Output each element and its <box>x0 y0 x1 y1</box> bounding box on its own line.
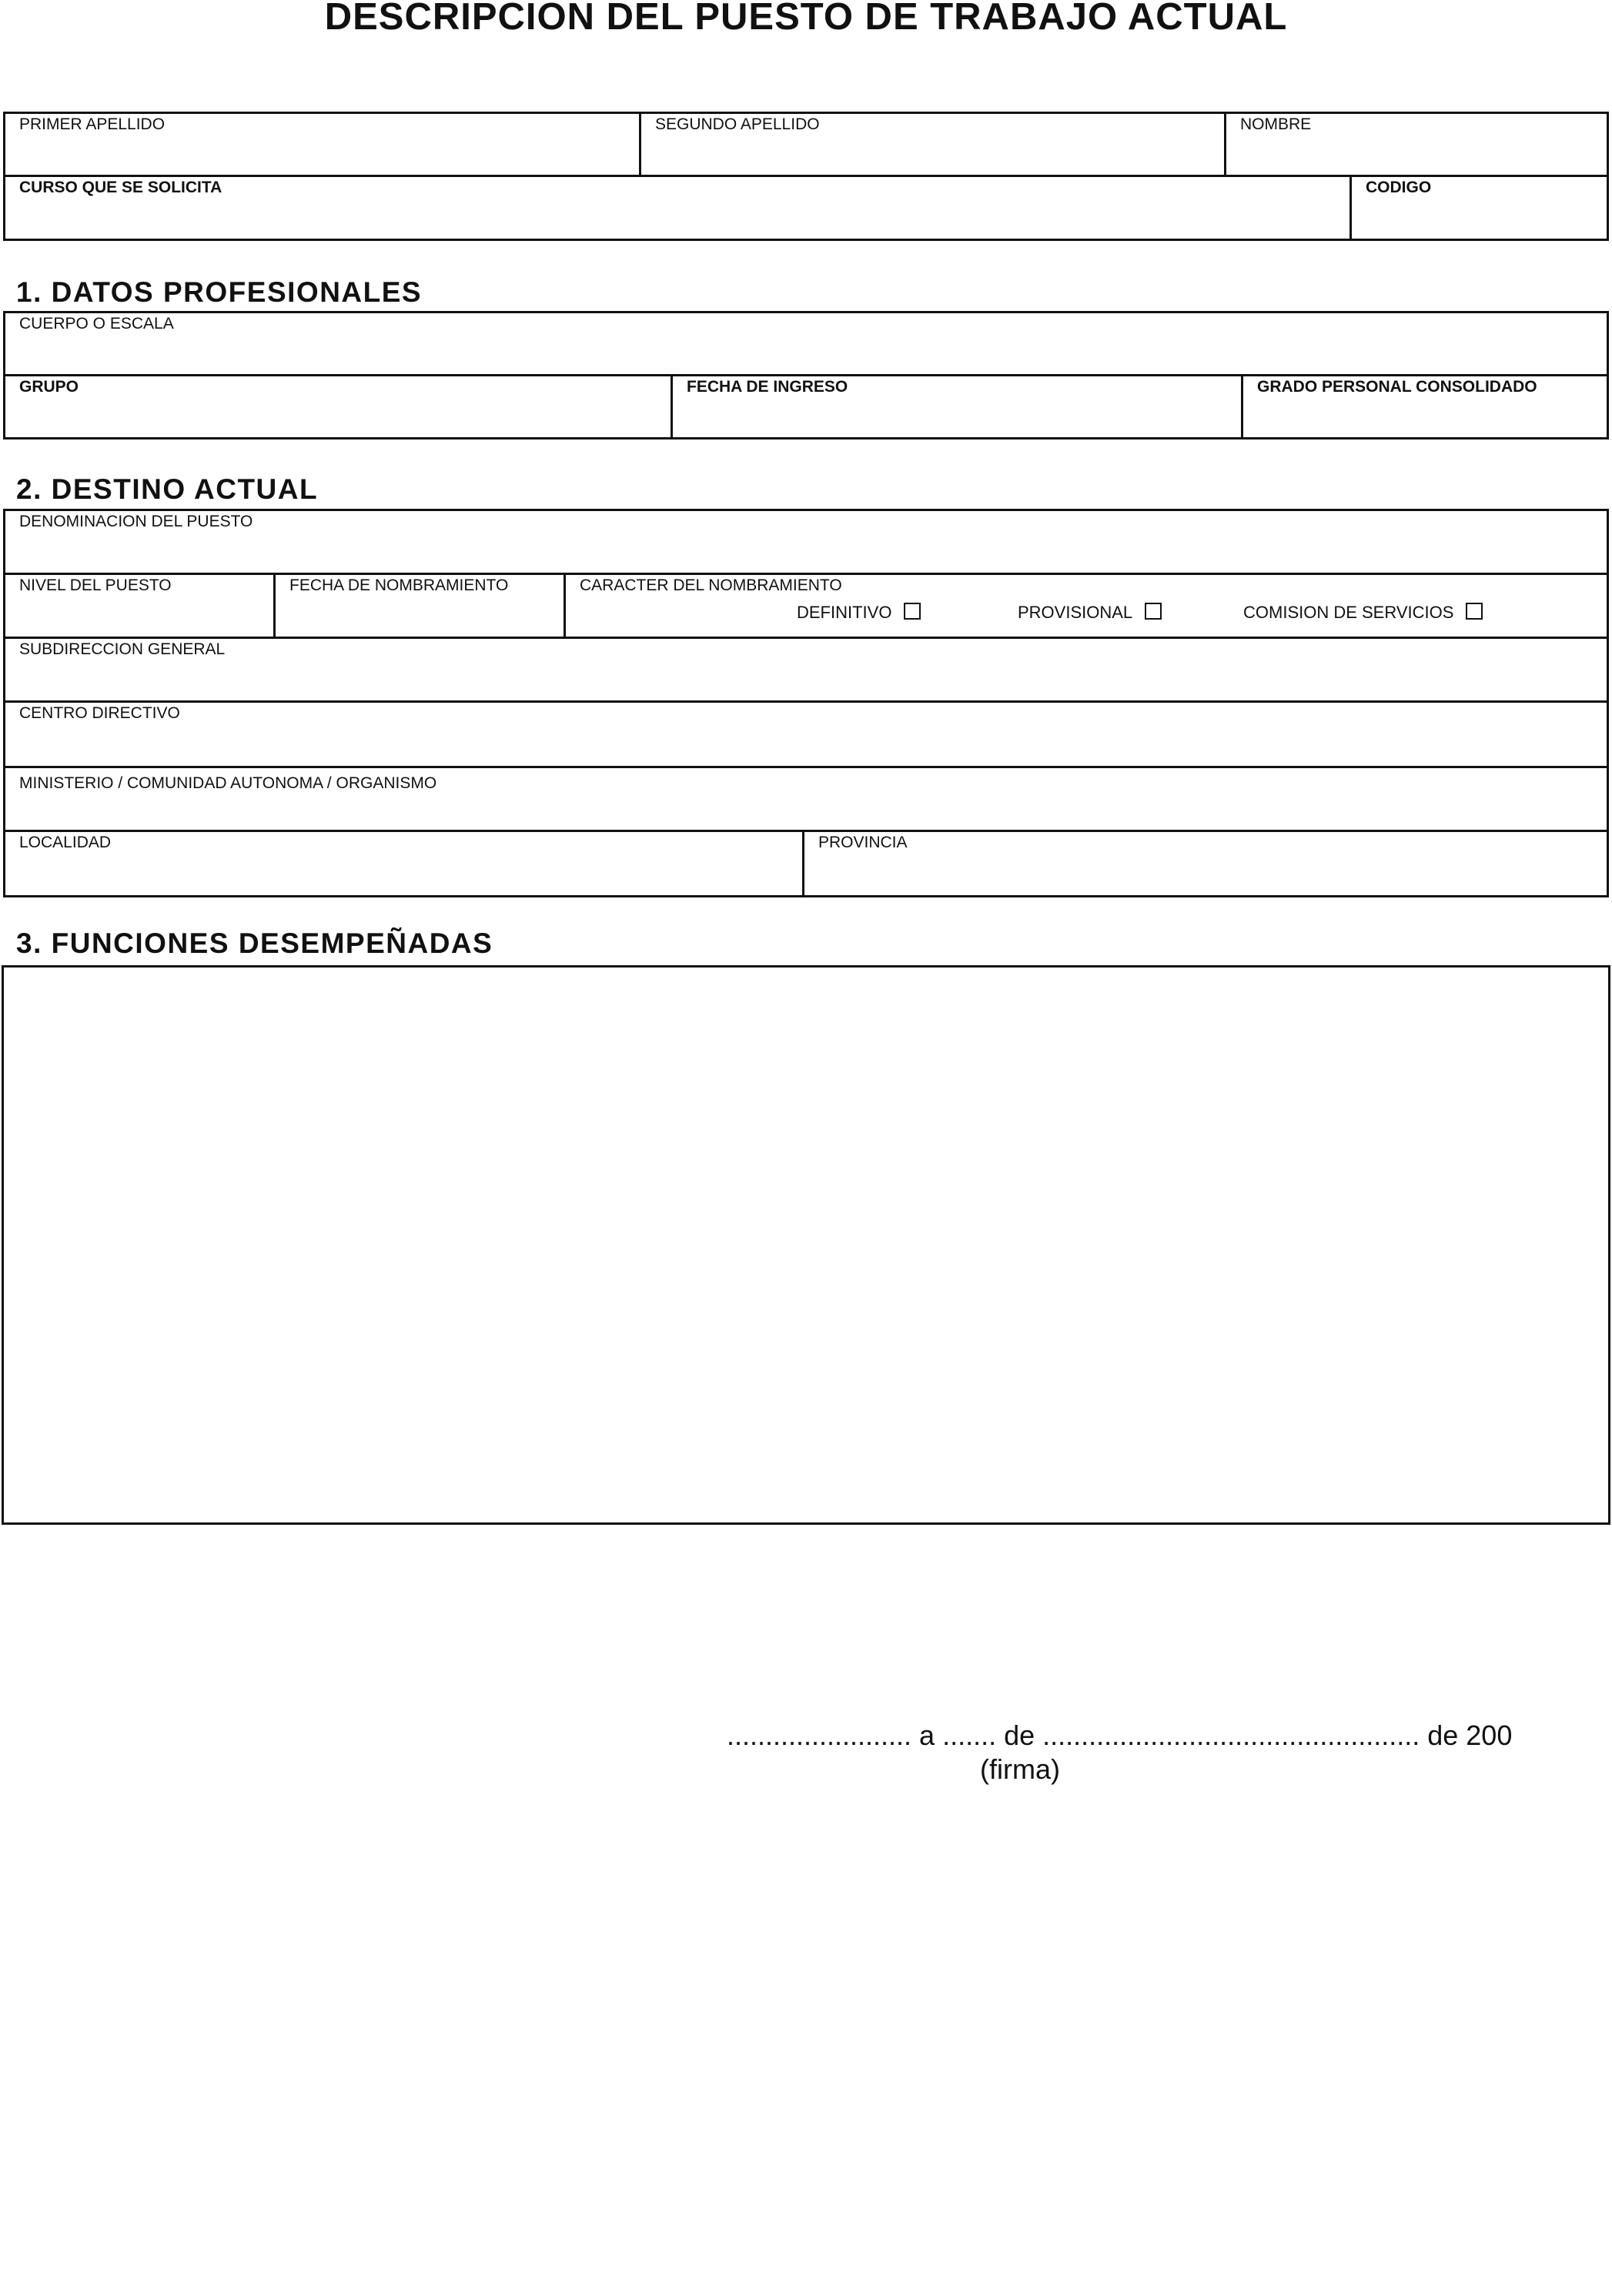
provincia-field[interactable] <box>804 832 1607 895</box>
ministerio-field[interactable] <box>5 768 1607 832</box>
denominacion-field[interactable] <box>5 511 1607 575</box>
comision-servicios-checkbox[interactable] <box>1466 603 1483 620</box>
provincia-label: PROVINCIA <box>818 834 908 851</box>
localidad-label: LOCALIDAD <box>19 834 112 851</box>
nivel-puesto-field[interactable] <box>5 575 276 639</box>
definitivo-option[interactable] <box>797 603 921 623</box>
provisional-label: PROVISIONAL <box>1018 603 1133 622</box>
primer-apellido-field[interactable] <box>5 114 641 177</box>
cuerpo-escala-field[interactable] <box>5 313 1607 376</box>
subdireccion-label: SUBDIRECCION GENERAL <box>19 640 226 658</box>
fecha-nombramiento-label: FECHA DE NOMBRAMIENTO <box>289 577 509 594</box>
applicant-box <box>3 112 1609 241</box>
primer-apellido-label: PRIMER APELLIDO <box>19 115 166 133</box>
cuerpo-escala-label: CUERPO O ESCALA <box>19 315 174 333</box>
grupo-label: GRUPO <box>19 378 79 396</box>
caracter-nombramiento-label: CARACTER DEL NOMBRAMIENTO <box>580 577 842 594</box>
section-funciones-heading: 3. FUNCIONES DESEMPEÑADAS <box>16 927 493 959</box>
localidad-field[interactable] <box>5 832 804 895</box>
provisional-checkbox[interactable] <box>1145 603 1162 620</box>
definitivo-label: DEFINITIVO <box>797 603 892 622</box>
definitivo-checkbox[interactable] <box>904 603 921 620</box>
datos-profesionales-box <box>3 311 1609 439</box>
fecha-ingreso-label: FECHA DE INGRESO <box>687 378 848 396</box>
curso-label: CURSO QUE SE SOLICITA <box>19 179 222 196</box>
centro-directivo-label: CENTRO DIRECTIVO <box>19 704 180 722</box>
caracter-nombramiento-field <box>566 575 1607 639</box>
subdireccion-field[interactable] <box>5 639 1607 703</box>
destino-actual-box <box>3 509 1609 897</box>
fecha-nombramiento-field[interactable] <box>276 575 566 639</box>
curso-field[interactable] <box>5 177 1352 239</box>
page-title: DESCRIPCION DEL PUESTO DE TRABAJO ACTUAL <box>324 0 1288 38</box>
ministerio-label: MINISTERIO / COMUNIDAD AUTONOMA / ORGANISMO <box>19 774 437 792</box>
centro-directivo-field[interactable] <box>5 703 1607 768</box>
segundo-apellido-label: SEGUNDO APELLIDO <box>655 115 820 133</box>
fecha-ingreso-field[interactable] <box>673 376 1243 437</box>
section-datos-profesionales-heading: 1. DATOS PROFESIONALES <box>16 276 423 308</box>
firma-label: (firma) <box>980 1753 1060 1785</box>
date-place-line: ........................ a ....... de ................................................. de 200 <box>727 1719 1513 1751</box>
grupo-field[interactable] <box>5 376 673 437</box>
segundo-apellido-field[interactable] <box>641 114 1226 177</box>
section-destino-actual-heading: 2. DESTINO ACTUAL <box>16 473 319 505</box>
denominacion-label: DENOMINACION DEL PUESTO <box>19 513 253 530</box>
grado-field[interactable] <box>1243 376 1607 437</box>
nivel-puesto-label: NIVEL DEL PUESTO <box>19 577 172 594</box>
comision-servicios-option[interactable] <box>1243 603 1483 623</box>
nombre-field[interactable] <box>1226 114 1607 177</box>
grado-label: GRADO PERSONAL CONSOLIDADO <box>1257 378 1537 396</box>
codigo-label: CODIGO <box>1366 179 1432 196</box>
codigo-field[interactable] <box>1352 177 1607 239</box>
comision-servicios-label: COMISION DE SERVICIOS <box>1243 603 1454 622</box>
provisional-option[interactable] <box>1018 603 1162 623</box>
nombre-label: NOMBRE <box>1240 115 1312 133</box>
funciones-textarea[interactable] <box>2 965 1610 1525</box>
